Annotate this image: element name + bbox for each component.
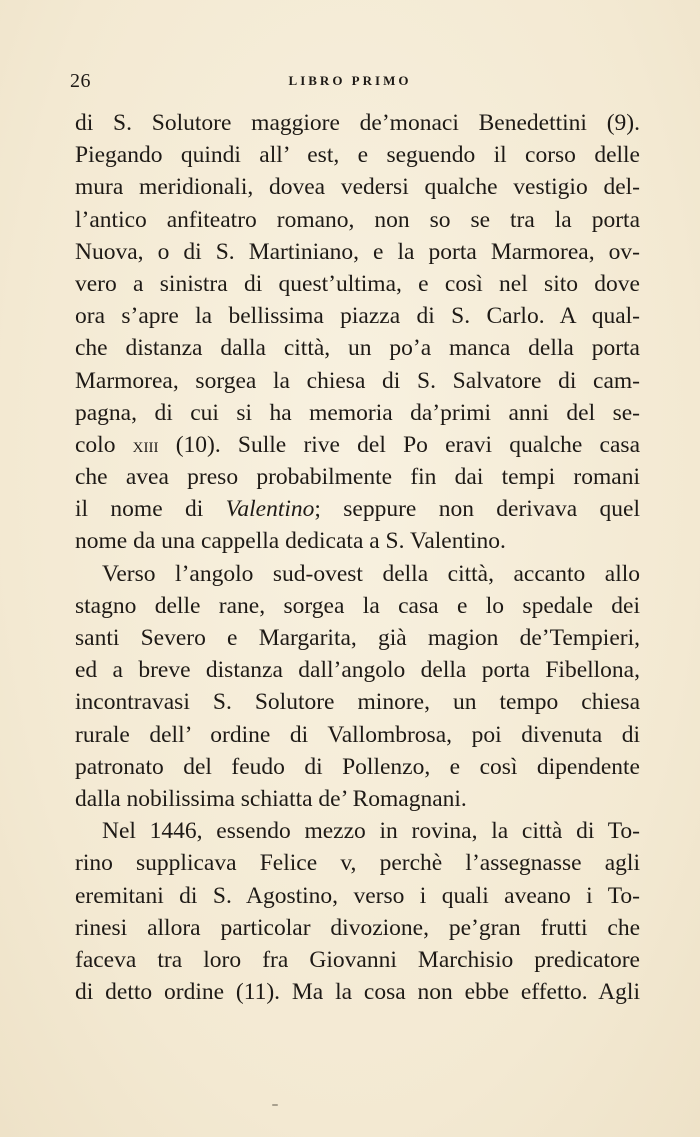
text-line: eremitani di S. Agostino, verso i quali aveano i To-	[75, 882, 640, 909]
text-line	[75, 493, 640, 525]
text-line: Piegando quindi all’ est, e seguendo il corso delle	[75, 142, 640, 169]
text-line: pagna, di cui si ha memoria da’primi anni del se-	[75, 399, 640, 426]
text-line: mura meridionali, dovea vedersi qualche vestigio del-	[75, 174, 640, 201]
text-line: dalla nobilissima schiatta de’ Romagnani.	[75, 785, 467, 812]
text-line: faceva tra loro fra Giovanni Marchisio predicatore	[75, 946, 640, 973]
body-text	[75, 107, 640, 1008]
text-line: santi Severo e Margarita, già magion de’Tempieri,	[75, 625, 640, 651]
text-line: Verso l’angolo sud-ovest della città, accanto allo	[102, 560, 640, 587]
text-line: rurale dell’ ordine di Vallombrosa, poi divenuta di	[75, 721, 640, 748]
text-line: ora s’apre la bellissima piazza di S. Carlo. A qual-	[75, 303, 640, 330]
text-line: l’antico anfiteatro romano, non so se tra la porta	[75, 206, 640, 233]
text-segment: colo	[75, 431, 133, 458]
text-line: patronato del feudo di Pollenzo, e così dipendente	[75, 753, 640, 780]
text-line: che distanza dalla città, un po’a manca della porta	[75, 335, 640, 362]
paper-speck	[272, 1104, 278, 1106]
text-line: di S. Solutore maggiore de’monaci Benedettini (9).	[75, 110, 640, 136]
text-line: ed a breve distanza dall’angolo della porta Fibellona,	[75, 657, 640, 684]
text-line: Marmorea, sorgea la chiesa di S. Salvatore di cam-	[75, 367, 640, 394]
text-segment: (10). Sulle rive del Po eravi qualche casa	[158, 431, 640, 458]
text-line: nome da una cappella dedicata a S. Valentino.	[75, 528, 506, 555]
text-line	[75, 429, 640, 461]
text-line: che avea preso probabilmente fin dai tempi romani	[75, 464, 640, 491]
text-segment: ; seppure non derivava quel	[314, 496, 641, 523]
italic-term: Valentino	[225, 496, 315, 523]
text-segment: il nome di	[75, 496, 226, 523]
text-line: rinesi allora particolar divozione, pe’gran frutti che	[75, 914, 640, 941]
text-line: stagno delle rane, sorgea la casa e lo spedale dei	[75, 592, 640, 619]
regnal-numeral: xiii	[132, 432, 159, 457]
text-line: incontravasi S. Solutore minore, un tempo chiesa	[75, 689, 640, 716]
text-line: vero a sinistra di quest’ultima, e così nel sito dove	[75, 270, 640, 297]
page-number: 26	[70, 70, 91, 92]
running-head	[0, 70, 700, 94]
text-line: rino supplicava Felice v, perchè l’assegnasse agli	[75, 850, 640, 877]
running-title: LIBRO PRIMO	[288, 73, 412, 88]
text-line: di detto ordine (11). Ma la cosa non ebbe effetto. Agli	[75, 979, 640, 1006]
text-line: Nel 1446, essendo mezzo in rovina, la città di To-	[102, 818, 640, 845]
text-line: Nuova, o di S. Martiniano, e la porta Marmorea, ov-	[75, 238, 640, 265]
